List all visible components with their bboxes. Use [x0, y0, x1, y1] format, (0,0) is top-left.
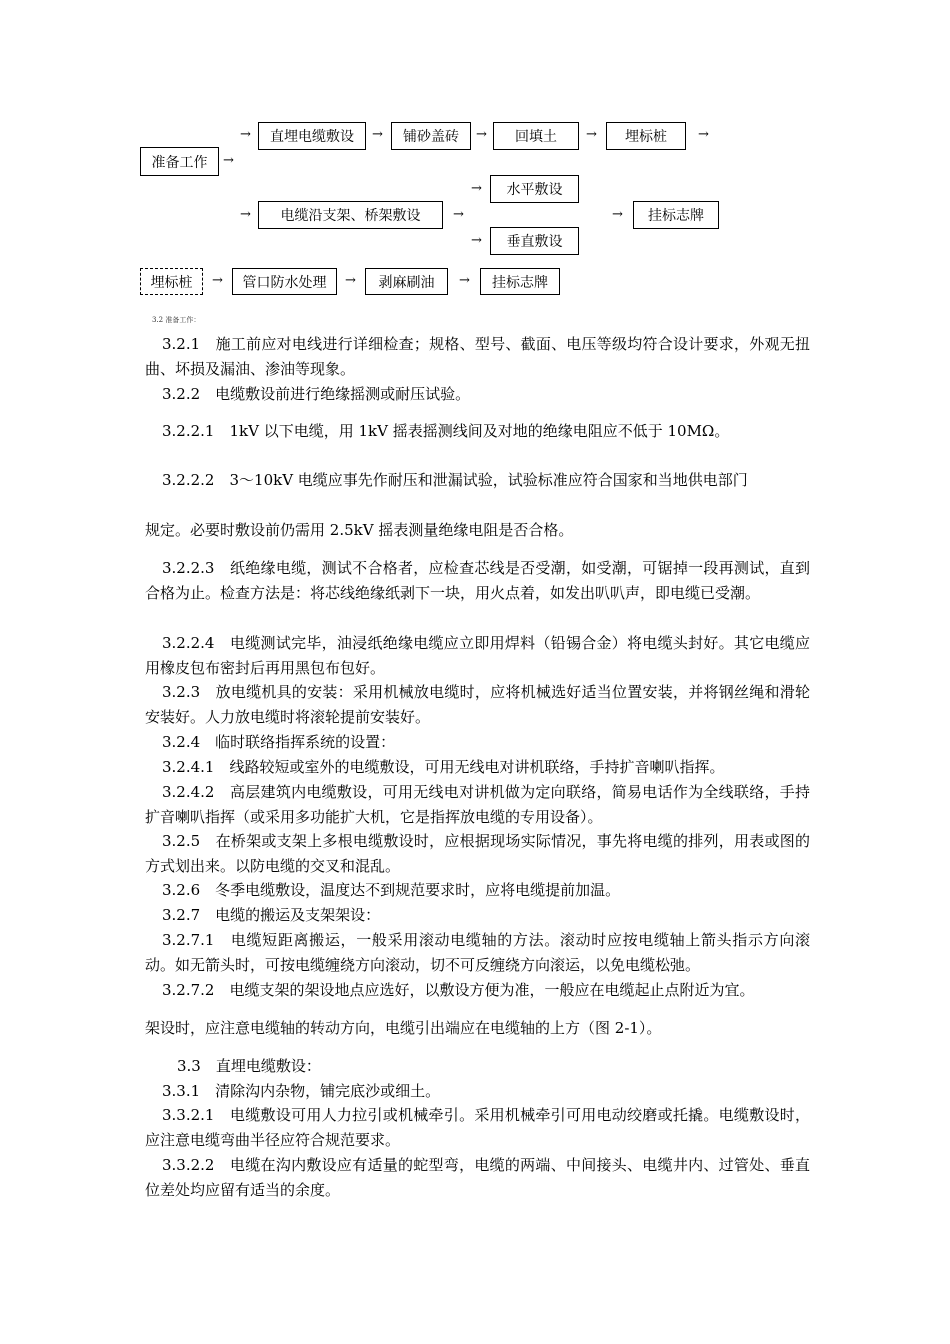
flow-arrow: → — [586, 127, 597, 142]
flow-box-sign: 挂标志牌 — [633, 201, 719, 229]
flow-arrow: → — [612, 207, 623, 222]
flow-box-direct-bury: 直埋电缆敷设 — [258, 122, 366, 150]
flow-box-strip-paint: 剥麻刷油 — [365, 268, 448, 295]
flow-box-backfill: 回填土 — [493, 122, 579, 150]
flow-box-bury-pile-dashed: 埋标桩 — [140, 268, 203, 295]
flow-arrow: → — [240, 207, 251, 222]
paragraph: 3.3.1 清除沟内杂物，铺完底沙或细土。 — [162, 1082, 441, 1100]
paragraph: 3.3.2.1 电缆敷设可用人力拉引或机械牵引。采用机械牵引可用电动绞磨或托撬。电缆敷设时，应注意电缆弯曲半径应符合规范要求。 — [145, 1106, 810, 1149]
paragraph: 3.2.2.4 电缆测试完毕，油浸纸绝缘电缆应立即用焊料（铅锡合金）将电缆头封好。其它电缆应用橡皮包布密封后再用黑包布包好。 — [145, 634, 810, 677]
paragraph: 3.2.4 临时联络指挥系统的设置： — [162, 733, 396, 751]
flow-box-sign: 挂标志牌 — [480, 268, 560, 295]
flow-box-horizontal: 水平敷设 — [490, 175, 579, 203]
paragraph: 3.2.2.1 1kV 以下电缆，用 1kV 摇表摇测线间及对地的绝缘电阻应不低于 10MΩ。 — [162, 422, 730, 440]
flow-arrow: → — [471, 181, 482, 196]
paragraph: 3.2.7.2 电缆支架的架设地点应选好，以敷设方便为准，一般应在电缆起止点附近为宜。 — [162, 981, 755, 999]
flow-arrow: → — [223, 153, 234, 168]
paragraph: 3.2.7 电缆的搬运及支架架设： — [162, 906, 381, 924]
paragraph: 3.2.2.3 纸绝缘电缆，测试不合格者，应检查芯线是否受潮，如受潮，可锯掉一段再测试，直到合格为止。检查方法是：将芯线绝缘纸剥下一块，用火点着，如发出叭叭声，即电缆已受潮。 — [145, 559, 810, 602]
paragraph: 规定。必要时敷设前仍需用 2.5kV 摇表测量绝缘电阻是否合格。 — [145, 521, 574, 539]
paragraph: 3.2.3 放电缆机具的安装：采用机械放电缆时，应将机械选好适当位置安装，并将钢丝绳和滑轮安装好。人力放电缆时将滚轮提前安装好。 — [145, 683, 810, 726]
paragraph: 3.2.7.1 电缆短距离搬运，一般采用滚动电缆轴的方法。滚动时应按电缆轴上箭头指示方向滚动。如无箭头时，可按电缆缠绕方向滚动，切不可反缠绕方向滚运，以免电缆松弛。 — [145, 931, 810, 974]
paragraph: 3.2.4.2 高层建筑内电缆敷设，可用无线电对讲机做为定向联络，简易电话作为全线联络，手持扩音喇叭指挥（或采用多功能扩大机，它是指挥放电缆的专用设备）。 — [145, 783, 810, 826]
flow-arrow: → — [453, 207, 464, 222]
paragraph: 3.2.2.2 3～10kV 电缆应事先作耐压和泄漏试验，试验标准应符合国家和当地供电部门 — [162, 471, 748, 489]
flow-arrow: → — [471, 233, 482, 248]
flow-arrow: → — [240, 127, 251, 142]
flow-arrow: → — [476, 127, 487, 142]
flow-box-bury-pile: 埋标桩 — [606, 122, 686, 150]
paragraph: 架设时，应注意电缆轴的转动方向，电缆引出端应在电缆轴的上方（图 2-1）。 — [145, 1019, 662, 1037]
paragraph: 3.3.2.2 电缆在沟内敷设应有适量的蛇型弯，电缆的两端、中间接头、电缆井内、过管处、垂直位差处均应留有适当的余度。 — [145, 1156, 810, 1199]
flow-arrow: → — [459, 273, 470, 288]
flow-arrow: → — [212, 273, 223, 288]
paragraph: 3.2.4.1 线路较短或室外的电缆敷设，可用无线电对讲机联络，手持扩音喇叭指挥。 — [162, 758, 725, 776]
section-heading: 3.3 直埋电缆敷设： — [177, 1057, 321, 1075]
paragraph: 3.2.5 在桥架或支架上多根电缆敷设时，应根据现场实际情况，事先将电缆的排列，用表或图的方式划出来。以防电缆的交叉和混乱。 — [145, 832, 810, 875]
flow-arrow: → — [698, 127, 709, 142]
flow-box-sand-brick: 铺砂盖砖 — [391, 122, 471, 150]
flow-box-vertical: 垂直敷设 — [490, 227, 579, 255]
paragraph: 3.2.1 施工前应对电线进行详细检查；规格、型号、截面、电压等级均符合设计要求，外观无扭曲、坏损及漏油、渗油等现象。 — [145, 335, 810, 378]
flow-arrow: → — [372, 127, 383, 142]
section-caption: 3.2 准备工作： — [152, 316, 201, 324]
flow-box-prep: 准备工作 — [140, 147, 219, 176]
flow-arrow: → — [345, 273, 356, 288]
paragraph: 3.2.2 电缆敷设前进行绝缘摇测或耐压试验。 — [162, 385, 471, 403]
flow-box-bracket-lay: 电缆沿支架、桥架敷设 — [258, 201, 443, 229]
paragraph: 3.2.6 冬季电缆敷设，温度达不到规范要求时，应将电缆提前加温。 — [162, 881, 621, 899]
flow-box-pipe-waterproof: 管口防水处理 — [232, 268, 337, 295]
